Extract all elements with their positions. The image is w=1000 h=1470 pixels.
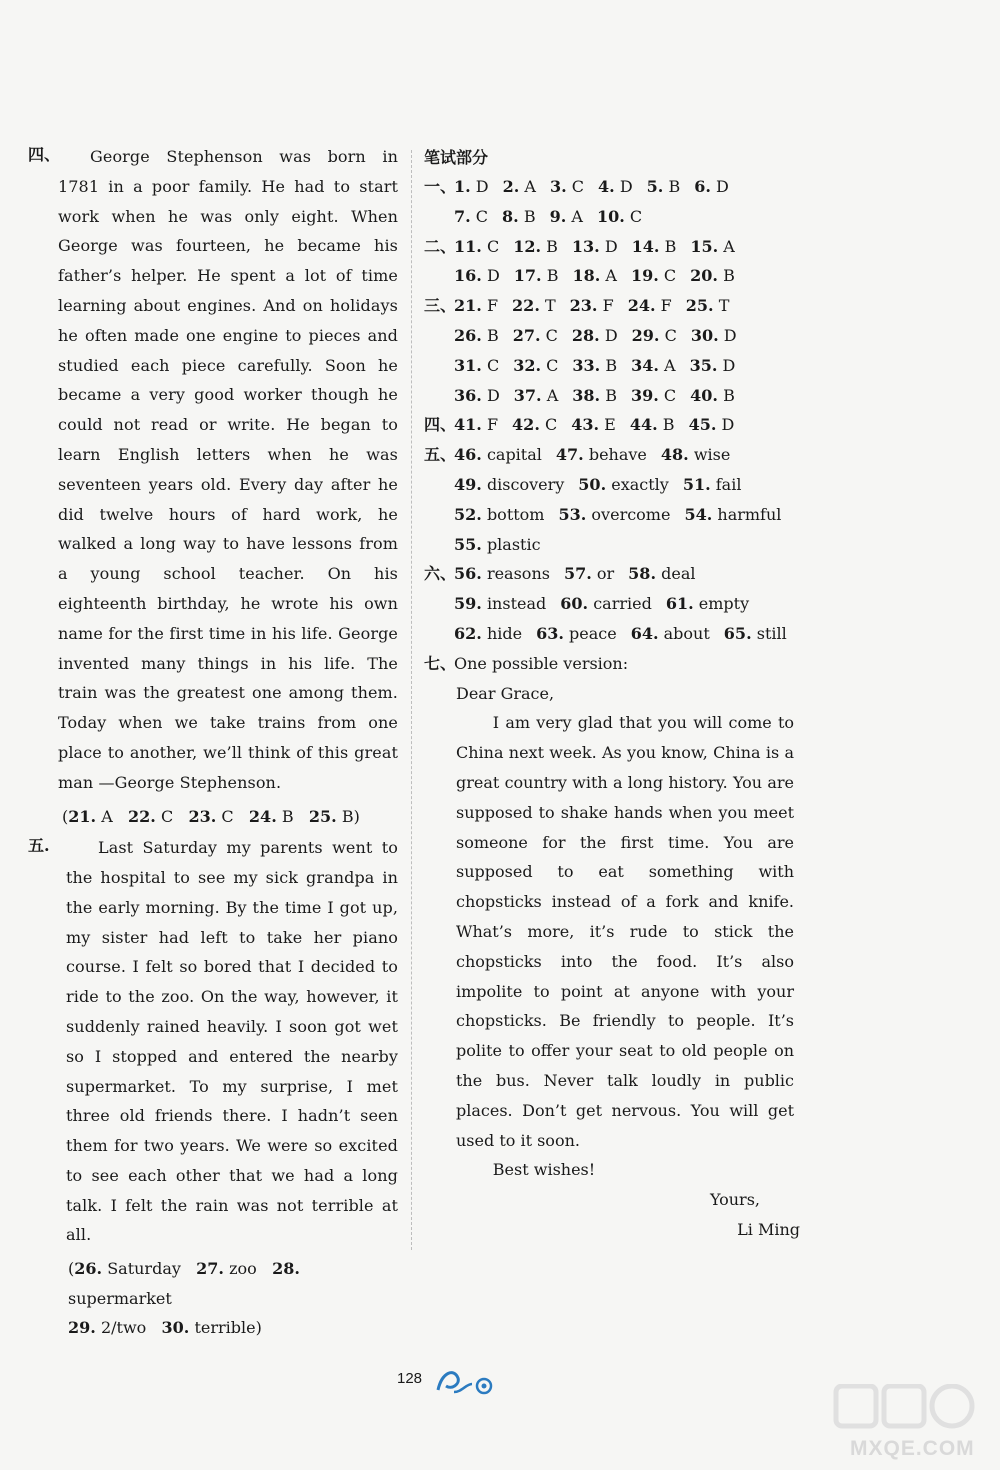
answer-item: 9. A <box>549 206 583 226</box>
section-4-label: 四、 <box>28 145 61 164</box>
left-column <box>28 142 398 1343</box>
section-4-key: (21. A 22. C 23. C 24. B 25. B) <box>62 806 360 826</box>
answer-item: 62. hide <box>454 623 523 643</box>
letter-body: I am very glad that you will come to China next week. As you know, China is a great country with a long history. You are supposed to shake hands when you meet someone for the first time. You are supposed to eat something with chopsticks instead of a fork and knife. What’s more, it’s rude to stick the chopsticks into the food. It’s also impolite to point at anyone with your chopsticks. Be friendly to people. It’s polite to offer your seat to old people on the bus. Never talk loudly in public places. Don’t get nervous. You will get used to it soon. <box>456 713 794 1150</box>
answer-item: 23. F <box>569 296 614 316</box>
answer-row <box>424 649 794 679</box>
answer-item: 2. A <box>502 177 536 196</box>
answer-row <box>424 232 794 262</box>
answer-item: 6. D <box>694 177 729 196</box>
answer-item: 24. F <box>627 296 672 316</box>
answer-item: 38. B <box>572 385 617 405</box>
answer-item: 41. F <box>454 415 499 435</box>
letter-closing: Yours, <box>709 1190 760 1210</box>
letter-wishes: Best wishes! <box>492 1160 596 1180</box>
answer-item: 11. C <box>454 236 500 256</box>
answer-row <box>424 351 794 381</box>
right-column <box>424 142 800 1245</box>
key-item: 28. supermarket <box>68 1259 300 1308</box>
answer-row <box>424 619 794 649</box>
key-item: 22. C <box>128 806 174 826</box>
answer-item: 52. bottom <box>454 504 545 524</box>
written-part-heading: 笔试部分 <box>424 148 489 167</box>
answer-item: 28. D <box>571 325 618 345</box>
answer-item: 16. D <box>454 266 500 286</box>
answer-item: 5. B <box>646 177 681 196</box>
answer-item: 17. B <box>513 266 559 286</box>
part-4-mark: 四、 <box>424 415 457 435</box>
answer-item: 60. carried <box>560 594 652 614</box>
answer-item: 39. C <box>630 385 677 405</box>
answer-item: 18. A <box>572 266 617 286</box>
answer-item: 51. fail <box>682 474 742 494</box>
answer-row <box>424 589 794 619</box>
answer-row <box>424 559 794 589</box>
answer-item: 55. plastic <box>454 534 541 554</box>
answer-item: 49. discovery <box>454 474 565 494</box>
answer-item: 44. B <box>629 415 675 435</box>
answer-item: 13. D <box>571 236 618 256</box>
answer-item: 29. C <box>631 325 677 345</box>
decorative-swirl-icon <box>432 1364 498 1398</box>
answer-item: 34. A <box>631 355 676 375</box>
answer-item: 35. D <box>689 355 736 375</box>
section-5-passage: Last Saturday my parents went to the hospital to see my sick grandpa in the early morning. By the time I got up, my sister had left to take her piano course. I felt so bored that I decided to ride to the zoo. On the way, however, it suddenly rained heavily. I soon got wet so I stopped and entered the nearby supermarket. To my surprise, I met three old friends there. I hadn’t seen them for two years. We were so excited to see each other that we had a long talk. I felt the rain was not terrible at all. <box>66 838 398 1245</box>
answer-item: 65. still <box>723 623 787 643</box>
key-item: 30. terrible <box>161 1318 256 1338</box>
answer-item: 45. D <box>688 415 735 435</box>
answer-item: 27. C <box>512 325 558 345</box>
page-number: 128 <box>397 1370 423 1387</box>
answer-item: 25. T <box>685 296 730 316</box>
part-5-mark: 五、 <box>424 445 457 465</box>
answer-item: 33. B <box>572 355 618 375</box>
key-item: 23. C <box>188 806 234 826</box>
answer-item: 37. A <box>513 385 559 405</box>
section-4 <box>28 142 398 831</box>
answer-row <box>424 291 794 321</box>
part-6-mark: 六、 <box>424 564 457 584</box>
answer-item: 3. C <box>549 177 585 196</box>
answer-item: 8. B <box>502 206 536 226</box>
answer-item: 15. A <box>690 236 735 256</box>
answer-item: 40. B <box>690 385 735 405</box>
answer-item: 26. B <box>454 325 499 345</box>
key-item: 24. B <box>248 806 294 826</box>
answer-row <box>424 321 794 351</box>
answer-item: 48. wise <box>660 445 731 465</box>
answer-item: 30. D <box>690 325 737 345</box>
answer-item: 20. B <box>690 266 735 286</box>
answer-item: 58. deal <box>628 564 696 584</box>
key-item: 29. 2/two <box>68 1318 147 1338</box>
answer-item: 57. or <box>563 564 615 584</box>
answer-item: 50. exactly <box>578 474 669 494</box>
part-1-mark: 一、 <box>424 177 457 196</box>
answer-item: 12. B <box>513 236 558 256</box>
part-2-mark: 二、 <box>424 236 457 256</box>
answer-item: 22. T <box>512 296 556 316</box>
letter-greeting: Dear Grace, <box>456 683 555 703</box>
answer-item: 4. D <box>598 177 633 196</box>
answer-item: 36. D <box>454 385 500 405</box>
answer-row <box>424 172 794 202</box>
answer-row <box>424 410 794 440</box>
key-item: 27. zoo <box>196 1259 257 1279</box>
answer-item: 63. peace <box>536 623 617 643</box>
section-5-key: (26. Saturday 27. zoo 28. supermarket 29. 2/two 30. terrible) <box>68 1259 300 1338</box>
answer-item: 64. about <box>630 623 710 643</box>
answer-row <box>424 202 794 232</box>
letter-signature: Li Ming <box>737 1219 800 1239</box>
answer-item: 43. E <box>571 415 616 435</box>
section-5-label: 五. <box>28 836 50 856</box>
answer-item: 32. C <box>513 355 559 375</box>
key-item: 26. Saturday <box>74 1259 181 1279</box>
answer-item: 54. harmful <box>684 504 782 524</box>
answer-item: 46. capital <box>454 445 542 465</box>
answer-item: 56. reasons <box>454 564 550 584</box>
part-7-mark: 七、 <box>424 653 457 673</box>
answer-item: 42. C <box>512 415 558 435</box>
answer-item: 1. D <box>454 177 489 196</box>
section-4-passage: George Stephenson was born in 1781 in a poor family. He had to start work when he was only eight. When George was fourteen, he became his father’s helper. He spent a lot of time learning about engines. And on holidays he often made one engine to pieces and studied each piece carefully. Soon he became a very good worker though he could not read or write. He began to learn English letters when he was seventeen years old. Every day after he did twelve hours of hard work, he walked a long way to have lessons from a young school teacher. On his eighteenth birthday, he wrote his own name for the first time in his life. George invented many things in his life. The train was the greatest one among them. Today when we take trains from one place to another, we’ll think of this great man —George Stephenson. <box>58 147 398 792</box>
answer-item: 31. C <box>454 355 500 375</box>
answer-row <box>424 261 794 291</box>
answer-item: 7. C <box>454 206 489 226</box>
key-item: 21. A <box>68 806 113 826</box>
answer-item: 14. B <box>631 236 677 256</box>
writing-intro: One possible version: <box>454 653 629 673</box>
answer-row <box>424 381 794 411</box>
answer-item: 53. overcome <box>558 504 671 524</box>
answer-item: 59. instead <box>454 594 547 614</box>
answer-row <box>424 470 794 500</box>
key-item: 25. B <box>308 806 354 826</box>
answer-item: 19. C <box>630 266 677 286</box>
answer-row <box>424 440 794 470</box>
answer-item: 47. behave <box>555 445 647 465</box>
answer-item: 61. empty <box>665 594 750 614</box>
answer-row <box>424 500 794 530</box>
answer-item: 21. F <box>454 296 499 316</box>
watermark-text: MXQE.COM <box>850 1437 975 1460</box>
part-3-mark: 三、 <box>424 296 457 316</box>
sample-letter <box>456 679 800 1245</box>
answer-item: 10. C <box>596 206 643 226</box>
answer-row <box>424 530 794 560</box>
section-5 <box>28 833 398 1343</box>
column-divider <box>411 150 412 1250</box>
